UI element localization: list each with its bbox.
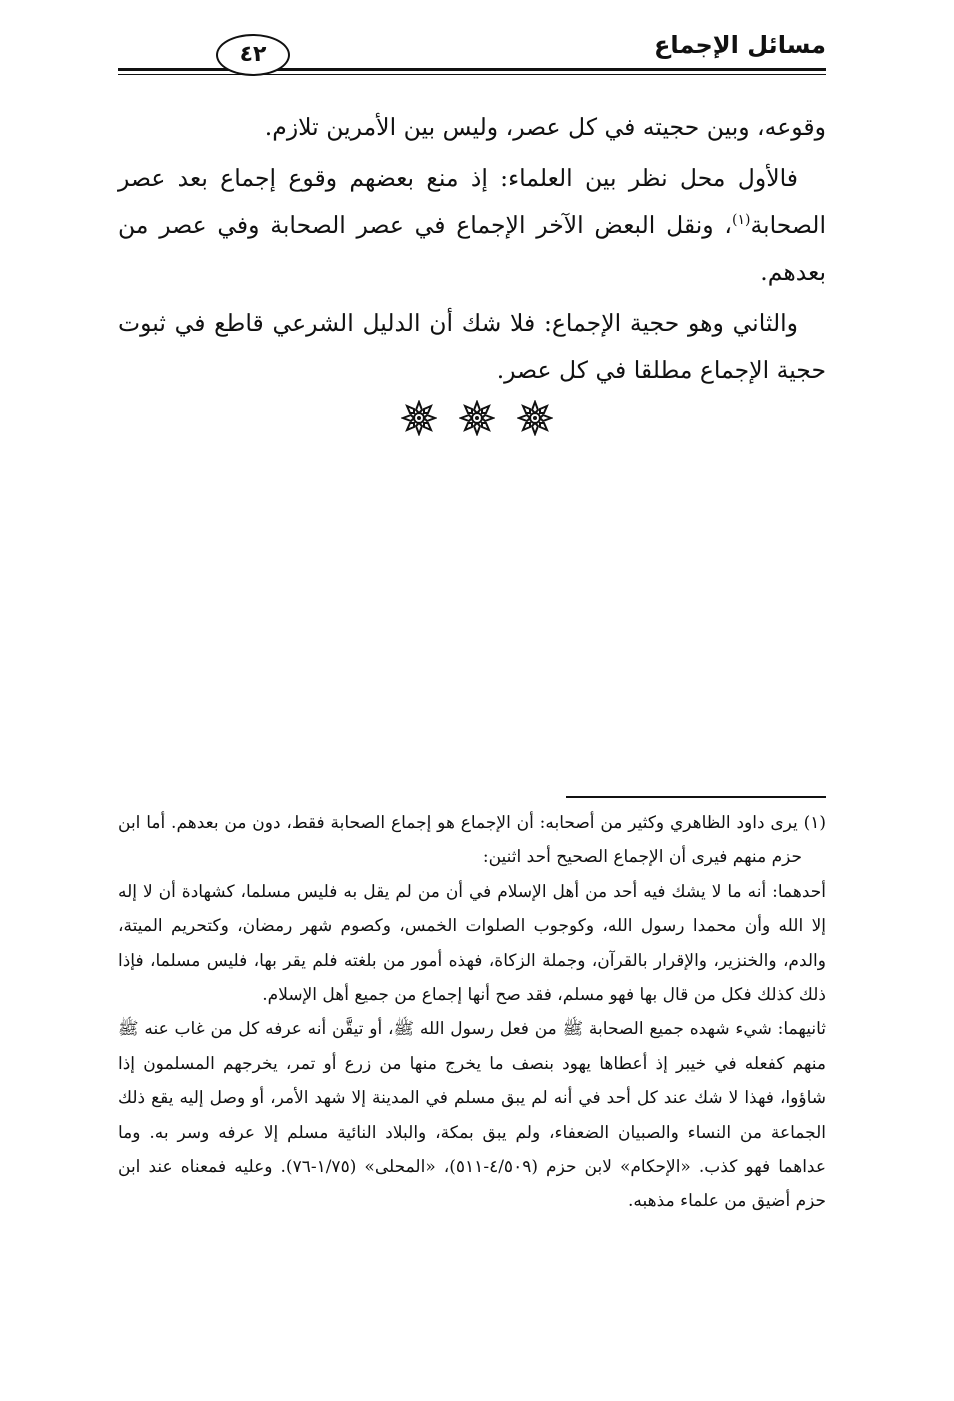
page-number-oval	[216, 34, 290, 76]
paragraph-text: فالأول محل نظر بين العلماء: إذ منع بعضهم وقوع إجماع بعد عصر الصحابة	[118, 164, 826, 239]
paragraph: وقوعه، وبين حجيته في كل عصر، وليس بين الأمرين تلازم.	[264, 113, 826, 141]
section-divider	[0, 400, 954, 440]
page-number: ٤٢	[239, 42, 267, 67]
paragraph-text: ، ونقل البعض الآخر الإجماع في عصر الصحابة وفي عصر من بعدهم.	[118, 211, 826, 286]
main-text	[118, 104, 826, 398]
footnote-line: (١) يرى داود الظاهري وكثير من أصحابه: أن الإجماع هو إجماع الصحابة فقط، دون من بعدهم. أما ابن حزم منهم فيرى أن الإجماع الصحيح أحد اثنين:	[118, 813, 826, 868]
footnote-line: ثانيهما: شيء شهده جميع الصحابة ﷺ من فعل رسول الله ﷺ، أو تيقَّن أنه عرفه كل من غاب عنه ﷺ منهم كفعله في خيبر إذ أعطاها يهود بنصف ما يخرج منها من زرع أو تمر، يخرجهم المسلمون إذا شاؤوا، فهذا لا شك عند كل أحد في أنه لم يبق مسلم في المدينة إلا شهد الأمر، أو وصل إليه يقع ذلك الجماعة من النساء والصبيان الضعفاء، ولم يبق بمكة، والبلاد النائية مسلم إلا عرفه وسر به. وما عداهما فهو كذب. «الإحكام» لابن حزم (٤/٥٠٩-٥١١)، «المحلى» (١/٧٥-٧٦). وعليه فمعناه عند ابن حزم أضيق من علماء مذهبه.	[118, 1019, 826, 1212]
footnote-reference: (١)	[731, 212, 751, 229]
paragraph	[118, 155, 826, 296]
running-title: مسائل الإجماع	[654, 31, 826, 59]
floral-ornament-icon	[517, 400, 553, 436]
footnote-line: أحدهما: أنه ما لا يشك فيه أحد من أهل الإسلام في أن من لم يقل به فليس مسلما، كشهادة أن لا إله إلا الله وأن محمدا رسول الله، وكوجوب الصلوات الخمس، وكصوم شهر رمضان، وكتحريم الميتة، والدم، والخنزير، والإقرار بالقرآن، وجملة الزكاة، فهذه أمور من بلغته فلم يقر بها، فليس مسلما، فإذا ذلك كذلك فكل من قال بها فهو مسلم، فقد صح أنها إجماع من جميع أهل الإسلام.	[118, 881, 826, 1006]
floral-ornament-icon	[459, 400, 495, 436]
floral-ornament-icon	[401, 400, 437, 436]
paragraph: والثاني وهو حجية الإجماع: فلا شك أن الدليل الشرعي قاطع في ثبوت حجية الإجماع مطلقا في كل عصر.	[118, 309, 826, 384]
footnote-separator	[566, 796, 826, 798]
header-rule-thin	[118, 74, 826, 75]
page-header	[118, 24, 826, 84]
footnotes	[118, 806, 826, 1219]
